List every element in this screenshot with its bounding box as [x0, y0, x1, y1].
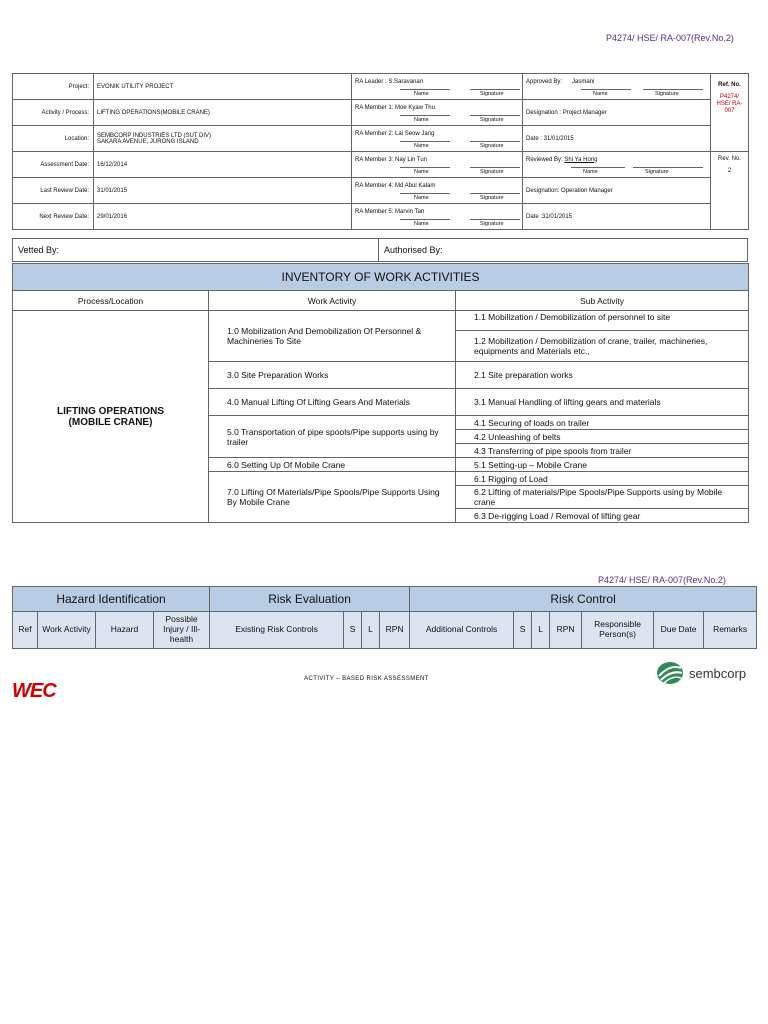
work-activity: 5.0 Transportation of pipe spools/Pipe supports using by trailer: [209, 416, 456, 458]
signature-caption: Signature: [480, 195, 504, 201]
location-label: Location:: [13, 126, 94, 152]
sub-activity: 3.1 Manual Handling of lifting gears and materials: [456, 389, 749, 416]
ra-member1: RA Member 1: Moe Kyaw Thu: [355, 104, 435, 111]
doc-ref-top: P4274/ HSE/ RA-007(Rev.No.2): [606, 33, 734, 43]
location-value: SEMBCORP INDUSTRIES LTD (SUT DIV) SAKARA AVENUE, JURONG ISLAND: [94, 126, 352, 152]
col-due-date: Due Date: [654, 612, 704, 649]
col-sub-activity: Sub Activity: [456, 291, 749, 311]
name-caption: Name: [414, 221, 429, 227]
sub-activity: 4.2 Unleashing of belts: [456, 430, 749, 444]
activity-value: LIFTING OPERATIONS(MOBILE CRANE): [94, 100, 352, 126]
col-work-activity: Work Activity: [209, 291, 456, 311]
signature-caption: Signature: [480, 169, 504, 175]
signature-caption: Signature: [480, 143, 504, 149]
work-activity: 4.0 Manual Lifting Of Lifting Gears And Materials: [209, 389, 456, 416]
last-review-label: Last Review Date:: [13, 178, 94, 204]
approved-by-value: Jasmani: [572, 78, 595, 85]
name-caption: Name: [593, 91, 608, 97]
col-responsible: Responsible Person(s): [582, 612, 654, 649]
sembcorp-logo: [655, 660, 746, 686]
signature-caption: Signature: [480, 117, 504, 123]
work-activity: 7.0 Lifting Of Materials/Pipe Spools/Pipe Supports Using By Mobile Crane: [209, 472, 456, 523]
reviewed-by-cell: [523, 152, 711, 178]
sembcorp-leaf-icon: [655, 660, 685, 686]
work-activity: 3.0 Site Preparation Works: [209, 362, 456, 389]
rev-no-label: Rev. No.: [718, 156, 741, 162]
ra-member3: RA Member 3: Nay Lin Tun: [355, 156, 428, 163]
inventory-table: [12, 263, 749, 523]
col-rpn2: RPN: [550, 612, 582, 649]
name-caption: Name: [414, 195, 429, 201]
col-rpn: RPN: [380, 612, 410, 649]
ra-leader: RA Leader : S.Saravanan: [355, 78, 424, 85]
sub-activity: 4.1 Securing of loads on trailer: [456, 416, 749, 430]
vetted-authorised-row: [12, 238, 748, 262]
col-s: S: [344, 612, 362, 649]
col-l2: L: [532, 612, 550, 649]
signature-caption: Signature: [645, 169, 669, 175]
inventory-title: INVENTORY OF WORK ACTIVITIES: [13, 264, 749, 291]
hazard-identification-header: Hazard Identification: [13, 587, 210, 612]
signature-caption: Signature: [655, 91, 679, 97]
col-hazard: Hazard: [96, 612, 154, 649]
work-activity: 1.0 Mobilization And Demobilization Of Personnel & Machineries To Site: [209, 311, 456, 362]
sub-activity: 6.2 Lifting of materials/Pipe Spools/Pipe Supports using by Mobile crane: [456, 486, 749, 509]
assessment-header-table: [12, 73, 749, 230]
assessment-date-value: 16/12/2014: [94, 152, 352, 178]
footer-title: ACTIVITY – BASED RISK ASSESSMENT: [304, 676, 429, 682]
col-additional-controls: Additional Controls: [410, 612, 514, 649]
sub-activity: 6.3 De-rigging Load / Removal of lifting gear: [456, 509, 749, 523]
ra-member5-cell: [352, 204, 523, 230]
ra-member4-cell: [352, 178, 523, 204]
activity-label: Activity / Process:: [13, 100, 94, 126]
approved-by-cell: [523, 74, 711, 100]
ra-leader-cell: [352, 74, 523, 100]
col-ref: Ref: [13, 612, 38, 649]
name-caption: Name: [414, 117, 429, 123]
assessment-date-label: Assessment Date:: [13, 152, 94, 178]
project-value: EVONIK UTILITY PROJECT: [94, 74, 352, 100]
authorised-by: Authorised By:: [379, 239, 748, 262]
ra-member2-cell: [352, 126, 523, 152]
risk-assessment-header-table: [12, 586, 757, 649]
risk-control-header: Risk Control: [410, 587, 757, 612]
col-existing-controls: Existing Risk Controls: [210, 612, 344, 649]
name-caption: Name: [414, 169, 429, 175]
work-activity: 6.0 Setting Up Of Mobile Crane: [209, 458, 456, 472]
next-review-value: 29/01/2016: [94, 204, 352, 230]
doc-ref-mid: P4274/ HSE/ RA-007(Rev.No.2): [598, 575, 726, 585]
sub-activity: 1.1 Mobilization / Demobilization of personnel to site: [456, 311, 749, 331]
ref-no-label: Ref. No.: [718, 82, 741, 88]
sub-activity: 2.1 Site preparation works: [456, 362, 749, 389]
col-remarks: Remarks: [704, 612, 757, 649]
col-l: L: [362, 612, 380, 649]
date1: Date : 31/01/2015: [523, 126, 711, 152]
reviewed-by-label: Reviewed By:: [526, 156, 563, 163]
process-location: LIFTING OPERATIONS (MOBILE CRANE): [13, 311, 209, 523]
col-work-activity: Work Activity: [38, 612, 96, 649]
col-s2: S: [514, 612, 532, 649]
ra-member2: RA Member 2: Lai Seow Jang: [355, 130, 435, 137]
col-possible-injury: Possible Injury / Ill-health: [154, 612, 210, 649]
col-process: Process/Location: [13, 291, 209, 311]
vetted-by: Vetted By:: [13, 239, 379, 262]
ra-member4: RA Member 4: Md Abul Kalam: [355, 182, 436, 189]
ra-member5: RA Member 5: Marvin Tan: [355, 208, 425, 215]
sembcorp-wordmark: sembcorp: [689, 665, 747, 681]
name-caption: Name: [414, 143, 429, 149]
next-review-label: Next Review Date:: [13, 204, 94, 230]
sub-activity: 4.3 Transferring of pipe spools from trailer: [456, 444, 749, 458]
risk-evaluation-header: Risk Evaluation: [210, 587, 410, 612]
ref-no-value: P4274/ HSE/ RA-007: [716, 94, 743, 115]
ra-member3-cell: [352, 152, 523, 178]
date2: Date :31/01/2015: [523, 204, 711, 230]
approved-by-label: Approved By:: [526, 78, 563, 85]
wec-logo: WEC: [12, 680, 56, 702]
signature-caption: Signature: [480, 221, 504, 227]
designation1: Designation : Project Manager: [523, 100, 711, 126]
project-label: Project:: [13, 74, 94, 100]
name-caption: Name: [414, 91, 429, 97]
sub-activity: 1.2 Mobilization / Demobilization of crane, trailer, machineries, equipments and Materials etc.,: [456, 331, 749, 362]
sub-activity: 6.1 Rigging of Load: [456, 472, 749, 486]
designation2: Designation: Operation Manager: [523, 178, 711, 204]
rev-no-value: 2: [727, 168, 732, 174]
sub-activity: 5.1 Setting-up – Mobile Crane: [456, 458, 749, 472]
name-caption: Name: [583, 169, 598, 175]
signature-caption: Signature: [480, 91, 504, 97]
last-review-value: 31/01/2015: [94, 178, 352, 204]
reviewed-by-value: Shi Ya Hong: [564, 156, 598, 163]
ref-no-cell: [711, 74, 749, 152]
rev-no-cell: [711, 152, 749, 230]
ra-member1-cell: [352, 100, 523, 126]
